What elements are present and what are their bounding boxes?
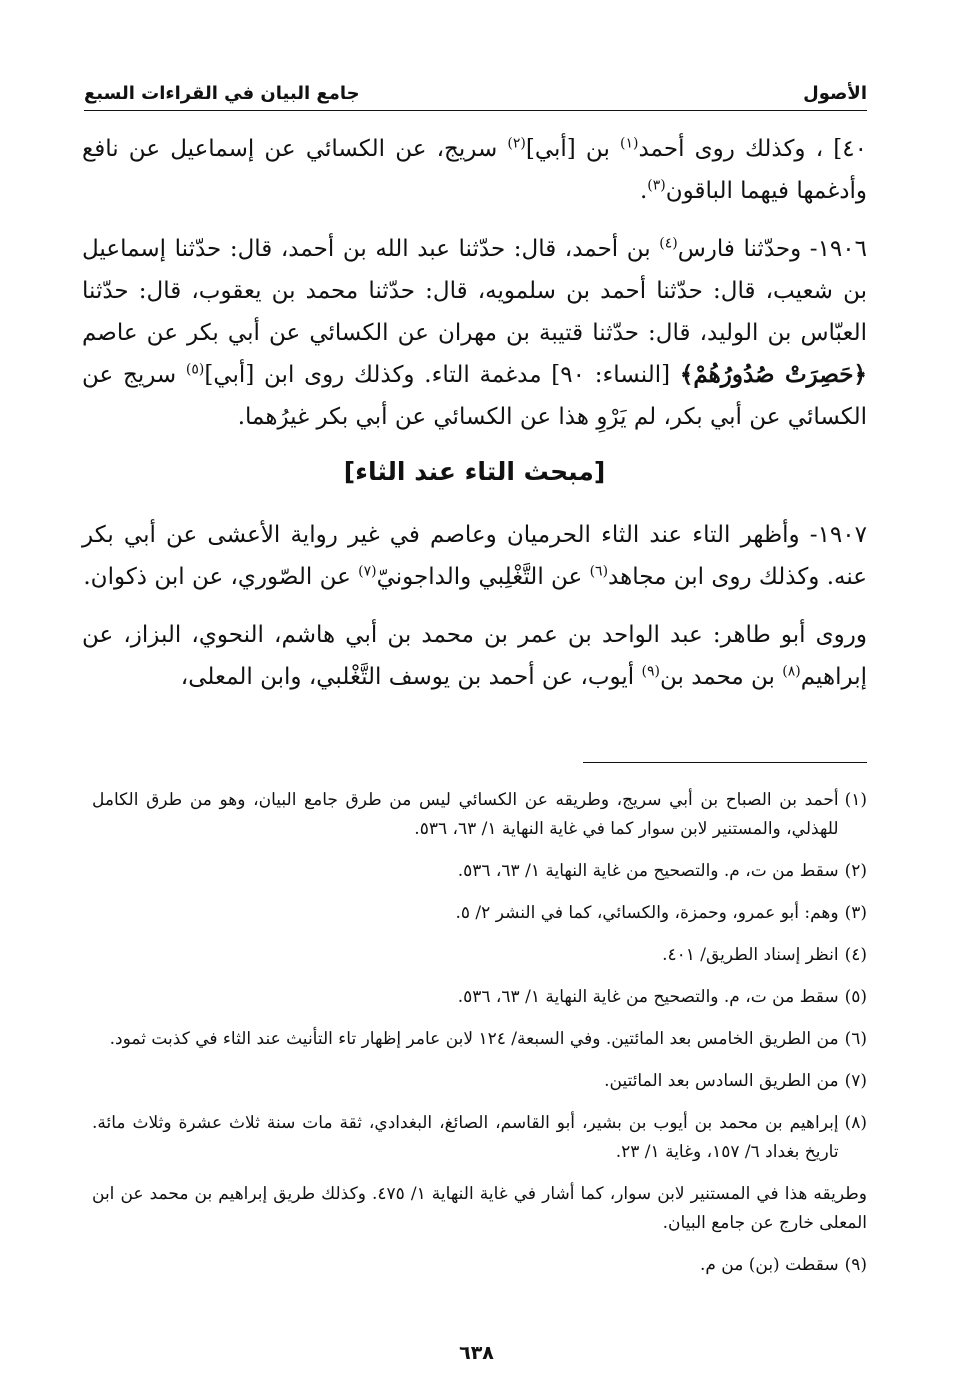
footnote-number: (٥) xyxy=(844,987,867,1007)
footnote-text: وطريقه هذا في المستنير لابن سوار، كما أشار في غاية النهاية ١/ ٤٧٥. وكذلك طريق إبراهيم بن محمد عن ابن المعلى خارج عن جامع البيان. xyxy=(92,1184,867,1233)
footnote-ref-2[interactable]: (٢) xyxy=(507,135,526,152)
footnote-number: (٣) xyxy=(844,903,867,923)
footnote-number: (٦) xyxy=(844,1029,867,1049)
footnote-number: (١) xyxy=(844,790,867,810)
text-run: [النساء: ٩٠] مدغمة التاء. وكذلك روى ابن [أبي] xyxy=(204,362,680,388)
footnote-1 xyxy=(92,786,867,844)
footnote-text: أحمد بن الصباح بن أبي سريج، وطريقه عن الكسائي ليس من طرق جامع البيان، وهو من طرق الكامل للهذلي، والمستنير لابن سوار كما في غاية النهاية ١/ ٦٣، ٥٣٦. xyxy=(92,790,839,839)
footnote-text: من الطريق الخامس بعد المائتين. وفي السبعة/ ١٢٤ لابن عامر إظهار تاء التأنيث عند الثاء في كذبت ثمود. xyxy=(109,1029,839,1049)
footnote-ref-4[interactable]: (٤) xyxy=(659,235,678,252)
footnote-text: سقط من ت، م. والتصحيح من غاية النهاية ١/ ٦٣، ٥٣٦. xyxy=(457,987,839,1007)
footnote-ref-9[interactable]: (٩) xyxy=(641,663,660,680)
footnote-divider xyxy=(583,762,867,763)
footnote-2 xyxy=(92,857,867,886)
footnote-number: (٢) xyxy=(844,861,867,881)
footnote-number: (٤) xyxy=(844,945,867,965)
footnote-8-continued xyxy=(92,1180,867,1238)
paragraph-1 xyxy=(82,128,867,212)
footnote-7 xyxy=(92,1067,867,1096)
footnote-3 xyxy=(92,899,867,928)
paragraph-1907 xyxy=(82,514,867,598)
text-run: أيوب، عن أحمد بن يوسف التَّغْلبي، وابن المعلى، xyxy=(180,664,642,690)
text-run: وروى أبو طاهر: عبد الواحد بن عمر بن محمد بن أبي هاشم، النحوي، البزاز، عن إبراهيم xyxy=(82,622,867,690)
footnote-number: (٨) xyxy=(844,1113,867,1133)
footnote-number: (٧) xyxy=(844,1071,867,1091)
text-run: ٤٠] ، وكذلك روى أحمد xyxy=(638,136,867,162)
page-number: ٦٣٨ xyxy=(459,1342,494,1364)
text-run: بن أحمد، قال: حدّثنا عبد الله بن أحمد، قال: حدّثنا إسماعيل بن شعيب، قال: حدّثنا أحمد بن سلمويه، قال: حدّثنا محمد بن يعقوب، قال: حدّثنا العبّاس بن الوليد، قال: حدّثنا قتيبة بن مهران عن الكسائي عن أبي بكر عن عاصم xyxy=(82,236,868,346)
text-run: بن [أبي] xyxy=(525,136,621,162)
text-run: ١٩٠٧- وأظهر التاء عند الثاء الحرميان وعاصم في غير رواية الأعشى عن أبي بكر عنه. وكذلك روى ابن مجاهد xyxy=(82,522,867,590)
footnote-number: (٩) xyxy=(844,1255,867,1275)
footnote-text: انظر إسناد الطريق/ ٤٠١. xyxy=(662,945,839,965)
section-heading: [مبحث التاء عند الثاء] xyxy=(343,457,606,486)
text-run: ١٩٠٦- وحدّثنا فارس xyxy=(677,236,867,262)
text-run: عن الصّوري، عن ابن ذكوان. xyxy=(83,564,359,590)
footnote-text: إبراهيم بن محمد بن أيوب بن بشير، أبو القاسم، الصائغ، البغدادي، ثقة مات سنة ثلاث عشرة وثلاث مائة. تاريخ بغداد ٦/ ١٥٧، وغاية ١/ ٢٣. xyxy=(92,1113,839,1162)
footnote-8 xyxy=(92,1109,867,1167)
header-section-title: الأصول xyxy=(803,83,867,104)
quran-verse: ﴿حَصِرَتْ صُدُورُهُمْ﴾ xyxy=(679,361,867,388)
text-run: . xyxy=(639,178,648,204)
main-text xyxy=(82,128,867,714)
footnote-5 xyxy=(92,983,867,1012)
footnote-6 xyxy=(92,1025,867,1054)
footnote-text: سقطت (بن) من م. xyxy=(699,1255,839,1275)
text-run: سريج عن الكسائي عن أبي بكر، لم يَرْوِ هذا عن الكسائي عن أبي بكر غيرُهما. xyxy=(82,362,867,430)
footnote-4 xyxy=(92,941,867,970)
footnote-ref-7[interactable]: (٧) xyxy=(358,563,377,580)
footnote-ref-6[interactable]: (٦) xyxy=(589,563,609,580)
footnote-ref-5[interactable]: (٥) xyxy=(185,361,205,378)
paragraph-1906 xyxy=(82,228,867,438)
running-header xyxy=(84,70,867,111)
text-run: عن التَّغْلِبي والداجونيّ xyxy=(376,564,590,590)
footnote-text: سقط من ت، م. والتصحيح من غاية النهاية ١/ ٦٣، ٥٣٦. xyxy=(457,861,839,881)
text-run: بن محمد بن xyxy=(659,664,783,690)
footnote-ref-3[interactable]: (٣) xyxy=(647,177,666,194)
paragraph-abu-tahir xyxy=(82,614,867,698)
footnote-text: وهم: أبو عمرو، وحمزة، والكسائي، كما في النشر ٢/ ٥. xyxy=(455,903,839,923)
footnotes xyxy=(92,786,867,1293)
text-run: سريج، عن الكسائي عن إسماعيل عن نافع وأدغمها فيهما الباقون xyxy=(82,136,867,204)
footnote-ref-8[interactable]: (٨) xyxy=(782,663,801,680)
footnote-9 xyxy=(92,1251,867,1280)
header-book-title: جامع البيان في القراءات السبع xyxy=(84,83,360,104)
footnote-ref-1[interactable]: (١) xyxy=(620,135,639,152)
footnote-text: من الطريق السادس بعد المائتين. xyxy=(604,1071,839,1091)
